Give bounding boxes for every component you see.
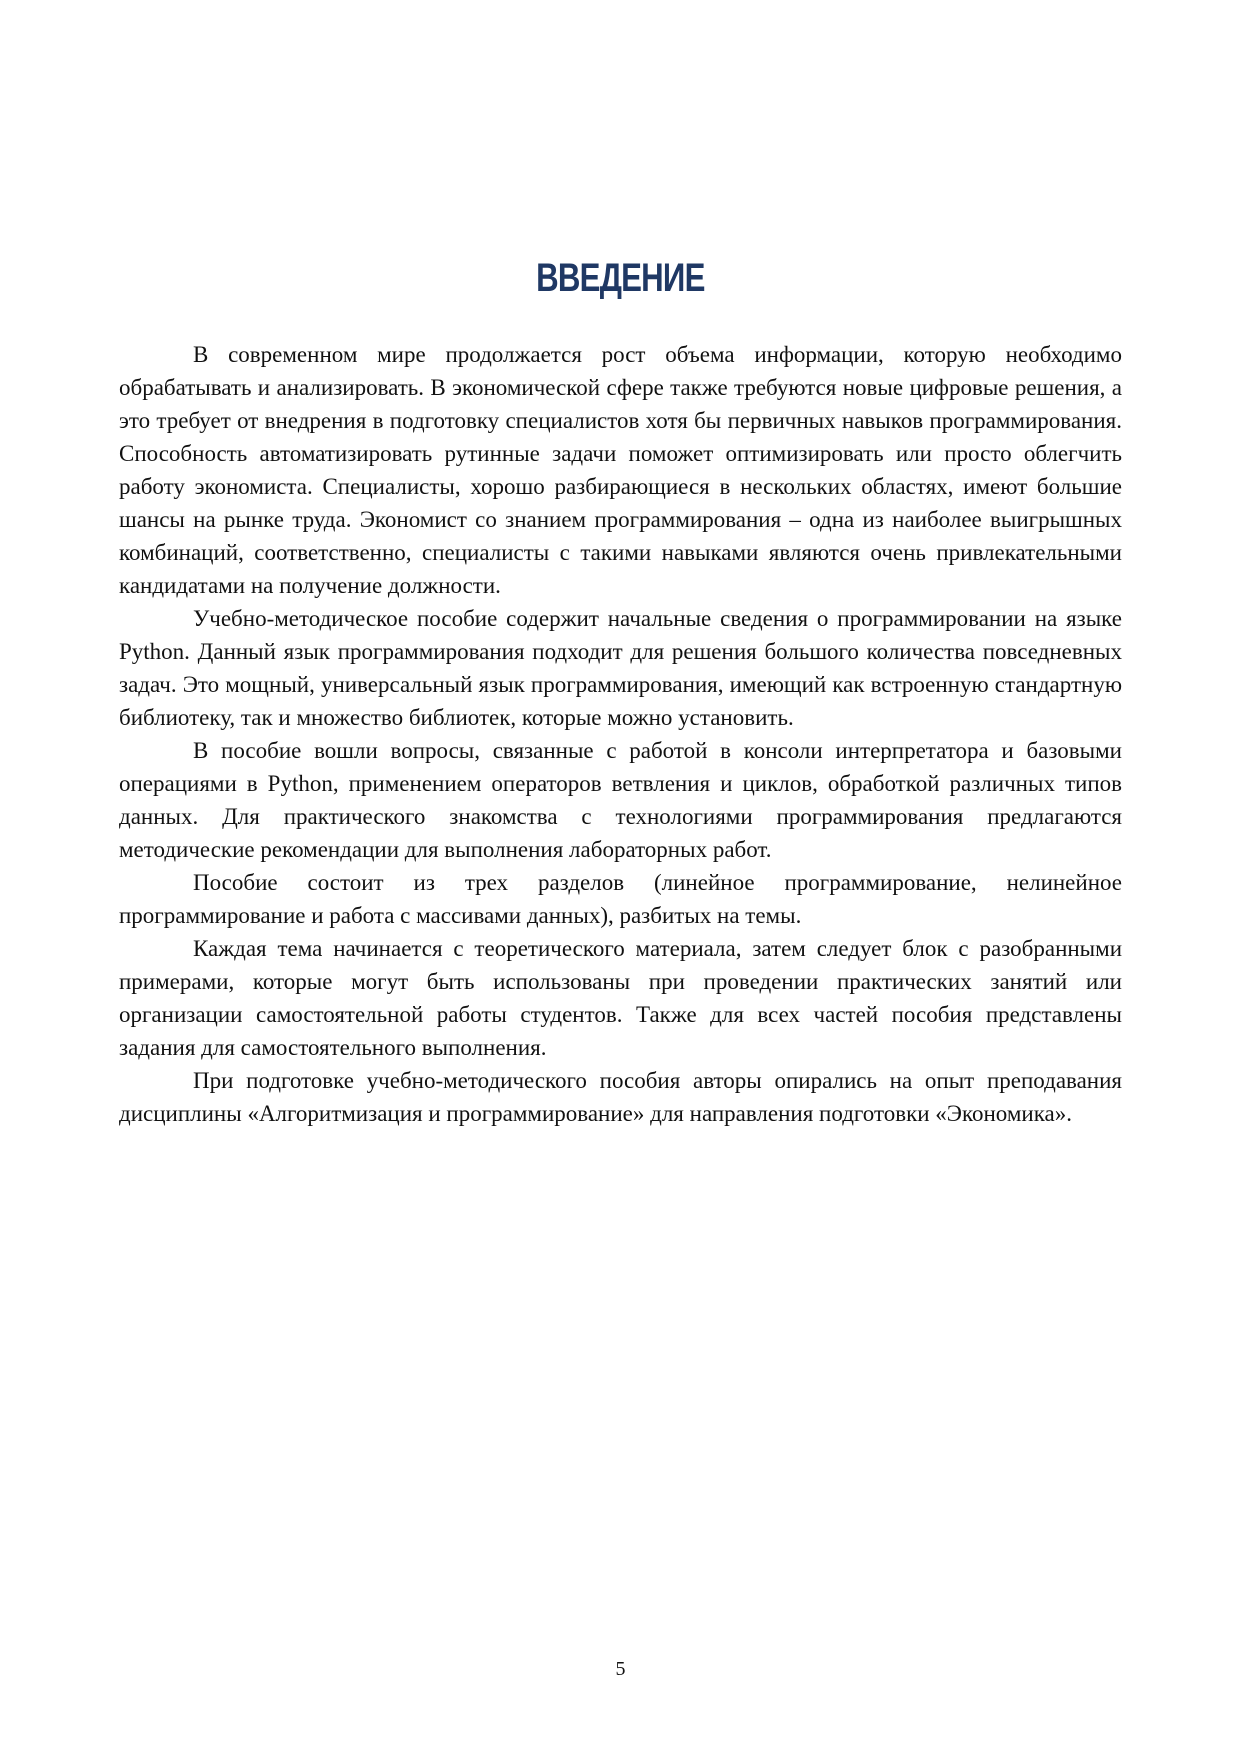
page-number: 5	[615, 1658, 626, 1680]
paragraph-2: Учебно-методическое пособие содержит начальные сведения о программировании на языке Python. Данный язык программирования подходит для решения большого количества повседневных задач. Это мощный, универсальный язык программирования, имеющий как встроенную стандартную библиотеку, так и множество библиотек, которые можно установить.	[119, 606, 1122, 730]
paragraph-6: При подготовке учебно-методического пособия авторы опирались на опыт преподавания дисциплины «Алгоритмизация и программирование» для направления подготовки «Экономика».	[119, 1068, 1122, 1126]
paragraph-4: Пособие состоит из трех разделов (линейное программирование, нелинейное программирование и работа с массивами данных), разбитых на темы.	[119, 870, 1122, 928]
page-title: ВВЕДЕНИЕ	[536, 256, 705, 300]
paragraph-1: В современном мире продолжается рост объема информации, которую необходимо обрабатывать и анализировать. В экономической сфере также требуются новые цифровые решения, а это требует от внедрения в подготовку специалистов хотя бы первичных навыков программирования. Способность автоматизировать рутинные задачи поможет оптимизировать или просто облегчить работу экономиста. Специалисты, хорошо разбирающиеся в нескольких областях, имеют большие шансы на рынке труда. Экономист со знанием программирования – одна из наиболее выигрышных комбинаций, соответственно, специалисты с такими навыками являются очень привлекательными кандидатами на получение должности.	[119, 342, 1122, 598]
paragraph-5: Каждая тема начинается с теоретического материала, затем следует блок с разобранными примерами, которые могут быть использованы при проведении практических занятий или организации самостоятельной работы студентов. Также для всех частей пособия представлены задания для самостоятельного выполнения.	[119, 936, 1122, 1060]
body-text	[119, 338, 1122, 1130]
paragraph-3: В пособие вошли вопросы, связанные с работой в консоли интерпретатора и базовыми операциями в Python, применением операторов ветвления и циклов, обработкой различных типов данных. Для практического знакомства с технологиями программирования предлагаются методические рекомендации для выполнения лабораторных работ.	[119, 738, 1122, 862]
